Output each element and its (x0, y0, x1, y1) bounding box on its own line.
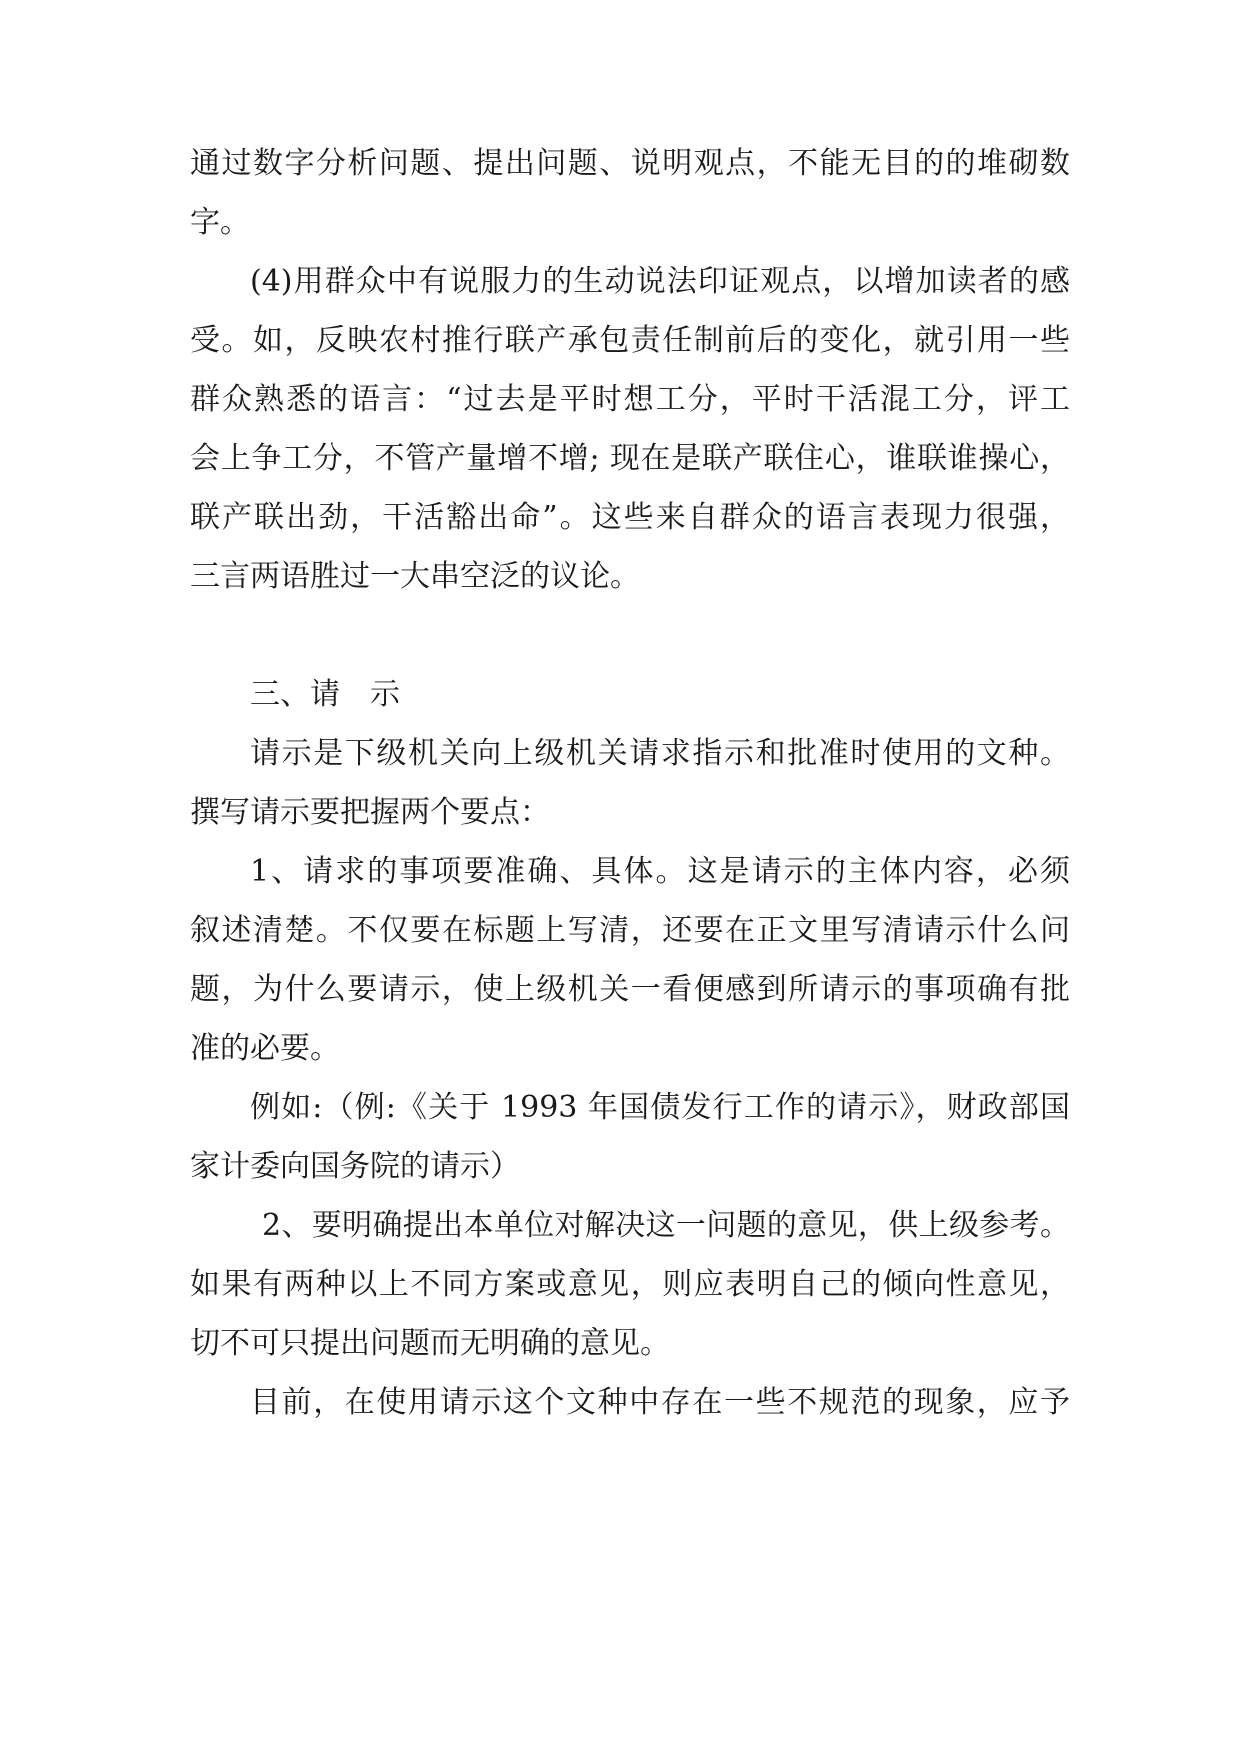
section-heading: 三、请 示 (250, 677, 400, 712)
text-line: 目前，在使用请示这个文种中存在一些不规范的现象，应予 (250, 1385, 1070, 1420)
text-line: 例如:（例:《关于 1993 年国债发行工作的请示》，财政部国 (250, 1090, 1070, 1125)
text-line: 三言两语胜过一大串空泛的议论。 (190, 559, 640, 594)
text-line: 准的必要。 (190, 1031, 340, 1066)
text-line: 通过数字分析问题、提出问题、说明观点，不能无目的的堆砌数 (190, 146, 1070, 181)
text-line: 会上争工分，不管产量增不增; 现在是联产联住心，谁联谁操心， (190, 441, 1070, 476)
text-line: 受。如，反映农村推行联产承包责任制前后的变化，就引用一些 (190, 323, 1070, 358)
text-line: 叙述清楚。不仅要在标题上写清，还要在正文里写清请示什么问 (190, 913, 1070, 948)
text-line: 家计委向国务院的请示） (190, 1149, 520, 1184)
text-line: 撰写请示要把握两个要点： (190, 795, 550, 830)
text-line: 切不可只提出问题而无明确的意见。 (190, 1326, 670, 1361)
text-line: 题，为什么要请示，使上级机关一看便感到所请示的事项确有批 (190, 972, 1070, 1007)
text-line: 联产联出劲，干活豁出命”。这些来自群众的语言表现力很强， (190, 500, 1070, 535)
text-line: 请示是下级机关向上级机关请求指示和批准时使用的文种。 (250, 736, 1070, 771)
text-line: 字。 (190, 205, 250, 240)
text-line: 1、请求的事项要准确、具体。这是请示的主体内容，必须 (250, 854, 1070, 889)
text-line: 群众熟悉的语言：“过去是平时想工分，平时干活混工分，评工 (190, 382, 1070, 417)
text-line: 2、要明确提出本单位对解决这一问题的意见，供上级参考。 (262, 1208, 1070, 1243)
text-line: (4)用群众中有说服力的生动说法印证观点，以增加读者的感 (250, 264, 1070, 299)
text-line: 如果有两种以上不同方案或意见，则应表明自己的倾向性意见， (190, 1267, 1070, 1302)
